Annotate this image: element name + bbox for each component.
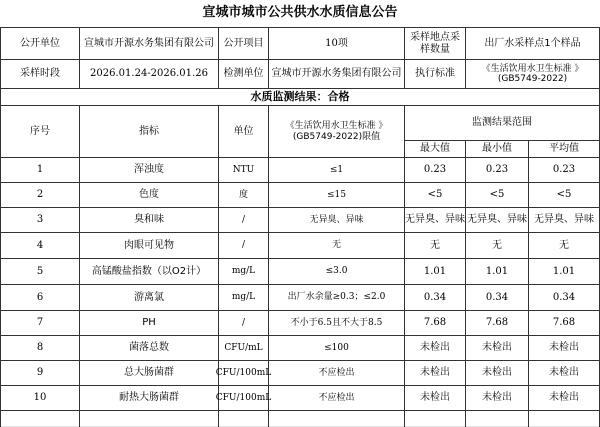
cell-avg: 未检出 <box>549 342 579 354</box>
cell-avg: <5 <box>556 189 572 201</box>
cell-unit: mg/L <box>231 266 256 277</box>
cell-indicator: PH <box>142 317 156 329</box>
header-no: 序号 <box>30 125 50 137</box>
cell-min: 7.68 <box>485 317 509 329</box>
header-avg: 平均值 <box>549 143 579 155</box>
cell-min: 未检出 <box>482 342 512 354</box>
info-period-label: 采样时段 <box>20 68 60 80</box>
header-indicator: 指标 <box>139 125 159 137</box>
cell-no: 8 <box>36 342 44 354</box>
cell-no: 7 <box>36 317 44 329</box>
cell-unit: 度 <box>238 189 248 200</box>
cell-limit: 不应检出 <box>318 367 355 378</box>
cell-no: 4 <box>36 239 44 251</box>
cell-unit: NTU <box>232 164 255 175</box>
info-lab-label: 检测单位 <box>223 68 264 80</box>
info-project-value: 10项 <box>325 37 348 49</box>
cell-no: 6 <box>36 291 44 303</box>
page-title: 宣城市城市公共供水水质信息公告 <box>202 5 398 21</box>
cell-avg: 未检出 <box>549 392 579 404</box>
cell-indicator: 耐热大肠菌群 <box>119 392 179 404</box>
cell-unit: / <box>241 240 246 251</box>
cell-indicator: 菌落总数 <box>129 342 169 354</box>
cell-min: 无异臭、异味 <box>467 214 527 226</box>
cell-max: 0.34 <box>423 291 447 303</box>
cell-indicator: 高锰酸盐指数（以O2计） <box>91 265 207 277</box>
cell-avg: 无异臭、异味 <box>534 214 594 226</box>
info-sampling-site-value: 出厂水采样点1个样品 <box>484 37 581 49</box>
cell-min: 0.23 <box>485 164 509 176</box>
cell-min: <5 <box>489 189 505 201</box>
cell-min: 0.34 <box>485 291 509 303</box>
cell-limit: ≤3.0 <box>325 266 348 277</box>
info-project-label: 公开项目 <box>223 37 264 49</box>
header-min: 最小值 <box>482 143 512 155</box>
cell-no: 3 <box>36 214 44 226</box>
cell-indicator: 浑浊度 <box>134 164 164 176</box>
cell-avg: 未检出 <box>549 367 579 379</box>
cell-min: 无 <box>492 239 502 251</box>
cell-max: 0.23 <box>423 164 447 176</box>
info-publisher-value: 宣城市开源水务集团有限公司 <box>84 37 214 49</box>
cell-no: 2 <box>36 189 44 201</box>
cell-avg: 7.68 <box>552 317 576 329</box>
cell-indicator: 臭和味 <box>134 214 164 226</box>
cell-limit: ≤15 <box>327 189 346 200</box>
cell-max: 无异臭、异味 <box>405 214 465 226</box>
cell-max: 未检出 <box>420 342 450 354</box>
cell-unit: mg/L <box>231 292 256 303</box>
cell-max: 未检出 <box>420 392 450 404</box>
cell-max: 无 <box>430 239 440 251</box>
header-range: 监测结果范围 <box>472 117 532 129</box>
header-limit: 《生活饮用水卫生标准 》(GB5749-2022)限值 <box>285 121 388 142</box>
cell-limit: 无 <box>331 240 341 251</box>
header-unit: 单位 <box>233 125 254 137</box>
cell-no: 1 <box>36 164 44 176</box>
cell-limit: 无异臭、异味 <box>309 214 364 225</box>
cell-indicator: 游离氯 <box>134 291 164 303</box>
cell-indicator: 肉眼可见物 <box>124 239 174 251</box>
cell-max: 未检出 <box>420 367 450 379</box>
cell-limit: ≤100 <box>324 342 349 353</box>
cell-avg: 0.23 <box>552 164 576 176</box>
info-publisher-label: 公开单位 <box>20 37 60 49</box>
cell-unit: / <box>241 317 246 328</box>
cell-no: 9 <box>36 367 44 379</box>
cell-avg: 无 <box>559 239 569 251</box>
cell-avg: 0.34 <box>552 291 576 303</box>
cell-avg: 1.01 <box>552 265 576 277</box>
cell-max: 1.01 <box>423 265 447 277</box>
info-period-value: 2026.01.24-2026.01.26 <box>90 68 208 80</box>
cell-limit: ≤1 <box>329 164 344 175</box>
info-standard-label: 执行标准 <box>415 68 455 80</box>
cell-unit: CFU/mL <box>224 342 263 353</box>
cell-limit: 不小于6.5且不大于8.5 <box>290 317 383 328</box>
cell-min: 未检出 <box>482 367 512 379</box>
cell-max: <5 <box>427 189 443 201</box>
cell-no: 10 <box>33 392 47 404</box>
cell-limit: 出厂水余量≥0.3；≤2.0 <box>287 292 386 303</box>
cell-unit: / <box>241 214 246 225</box>
cell-no: 5 <box>36 265 44 277</box>
section-title: 水质监测结果：合格 <box>250 89 350 103</box>
cell-max: 7.68 <box>423 317 447 329</box>
header-max: 最大值 <box>420 143 450 155</box>
cell-unit: CFU/100mL <box>215 367 272 378</box>
info-lab-value: 宣城市开源水务集团有限公司 <box>271 68 402 80</box>
info-standard-value: 《生活饮用水卫生标准 》(GB5749-2022) <box>481 63 584 84</box>
cell-unit: CFU/100mL <box>215 392 272 403</box>
cell-indicator: 色度 <box>139 189 159 201</box>
cell-min: 未检出 <box>482 392 512 404</box>
info-sampling-site-label: 采样地点采样数量 <box>410 32 460 55</box>
cell-limit: 不应检出 <box>318 392 355 403</box>
cell-min: 1.01 <box>485 265 509 277</box>
cell-indicator: 总大肠菌群 <box>124 367 174 379</box>
